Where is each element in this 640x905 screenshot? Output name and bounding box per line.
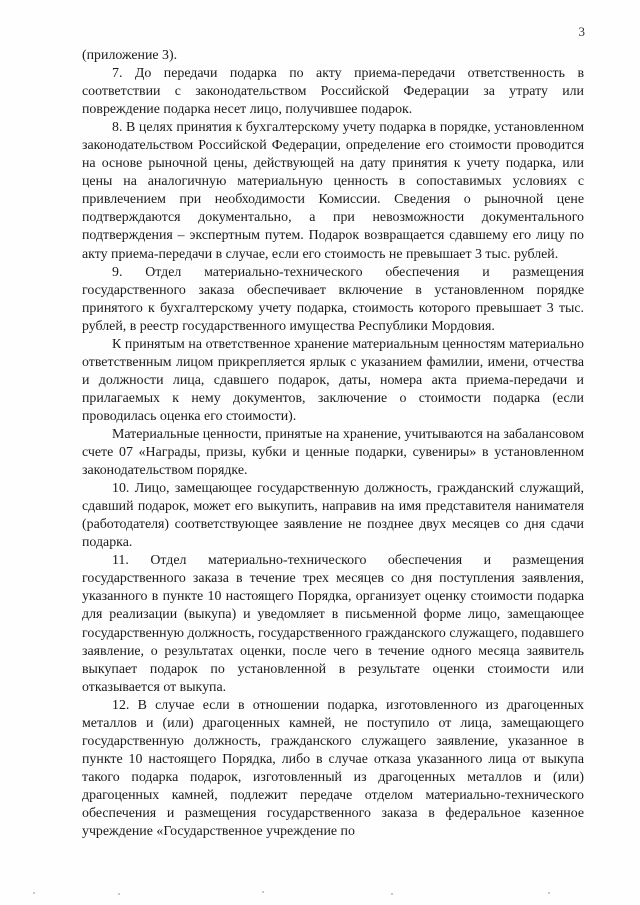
paragraph-off-balance-account: Материальные ценности, принятые на хранение, учитываются на забалансовом счете 07 «Награды, призы, кубки и ценные подарки, сувениры» в установленном законодательством порядке. [82, 426, 584, 479]
paragraph-item-7: 7. До передачи подарка по акту приема-передачи ответственность в соответствии с законодательством Российской Федерации за утрату или повреждение подарка несет лицо, получившее подарок. [82, 66, 584, 118]
scan-speck [391, 893, 393, 895]
scan-speck [548, 892, 550, 894]
scan-speck [262, 891, 264, 893]
paragraph-item-11: 11. Отдел материально-технического обеспечения и размещения государственного заказа в течение трех месяцев со дня поступления заявления, указанного в пункте 10 настоящего Порядка, организует оценку стоимости подарка для реализации (выкупа) и уведомляет в письменной форме лицо, замещающее государственную должность, государственного гражданского служащего, подавшего заявление, о результатах оценки, после чего в течение одного месяца заявитель выкупает подарок по установленной в результате оценки стоимости или отказывается от выкупа. [82, 553, 584, 695]
paragraph-appendix-ref: (приложение 3). [82, 48, 178, 63]
paragraph-item-12: 12. В случае если в отношении подарка, изготовленного из драгоценных металлов и (или) драгоценных камней, не поступило от лица, замещающего государственную должность, гражданского служащего заявление, указанное в пункте 10 настоящего Порядка, либо в случае отказа указанного лица от выкупа такого подарка подарок, изготовленный из драгоценных металлов и (или) драгоценных камней, подлежит передаче отделом материально-технического обеспечения и размещения государственного заказа в федеральное казенное учреждение «Государственное учреждение по [82, 697, 584, 840]
page-number: 3 [578, 24, 585, 39]
scan-speck [118, 893, 120, 895]
paragraph-item-10: 10. Лицо, замещающее государственную должность, гражданский служащий, сдавший подарок, может его выкупить, направив на имя представителя нанимателя (работодателя) соответствующее заявление не позднее двух месяцев со дня сдачи подарка. [82, 481, 584, 551]
paragraph-item-9: 9. Отдел материально-технического обеспечения и размещения государственного заказа обеспечивает включение в установленном порядке принятого к бухгалтерскому учету подарка, стоимость которого превышает 3 тыс. рублей, в реестр государственного имущества Республики Мордовия. [82, 264, 584, 334]
paragraph-item-8: 8. В целях принятия к бухгалтерскому учету подарка в порядке, установленном законодательством Российской Федерации, определение его стоимости проводится на основе рыночной цены, действующей на дату принятия к учету подарка, или цены на аналогичную материальную ценность в сопоставимых условиях с привлечением при необходимости Комиссии. Сведения о рыночной цене подтверждаются документально, а при невозможности документального подтверждения – экспертным путем. Подарок возвращается сдавшему его лицу по акту приема-передачи в случае, если его стоимость не превышает 3 тыс. рублей. [82, 120, 584, 262]
paragraph-storage-label: К принятым на ответственное хранение материальным ценностям материально ответственным лицом прикрепляется ярлык с указанием фамилии, имени, отчества и должности лица, сдавшего подарок, даты, номера акта приема-передачи и прилагаемых к нему документов, заключение о стоимости подарка (если проводилась оценка его стоимости). [82, 336, 584, 424]
document-body [82, 47, 584, 841]
scan-speck [33, 892, 35, 894]
